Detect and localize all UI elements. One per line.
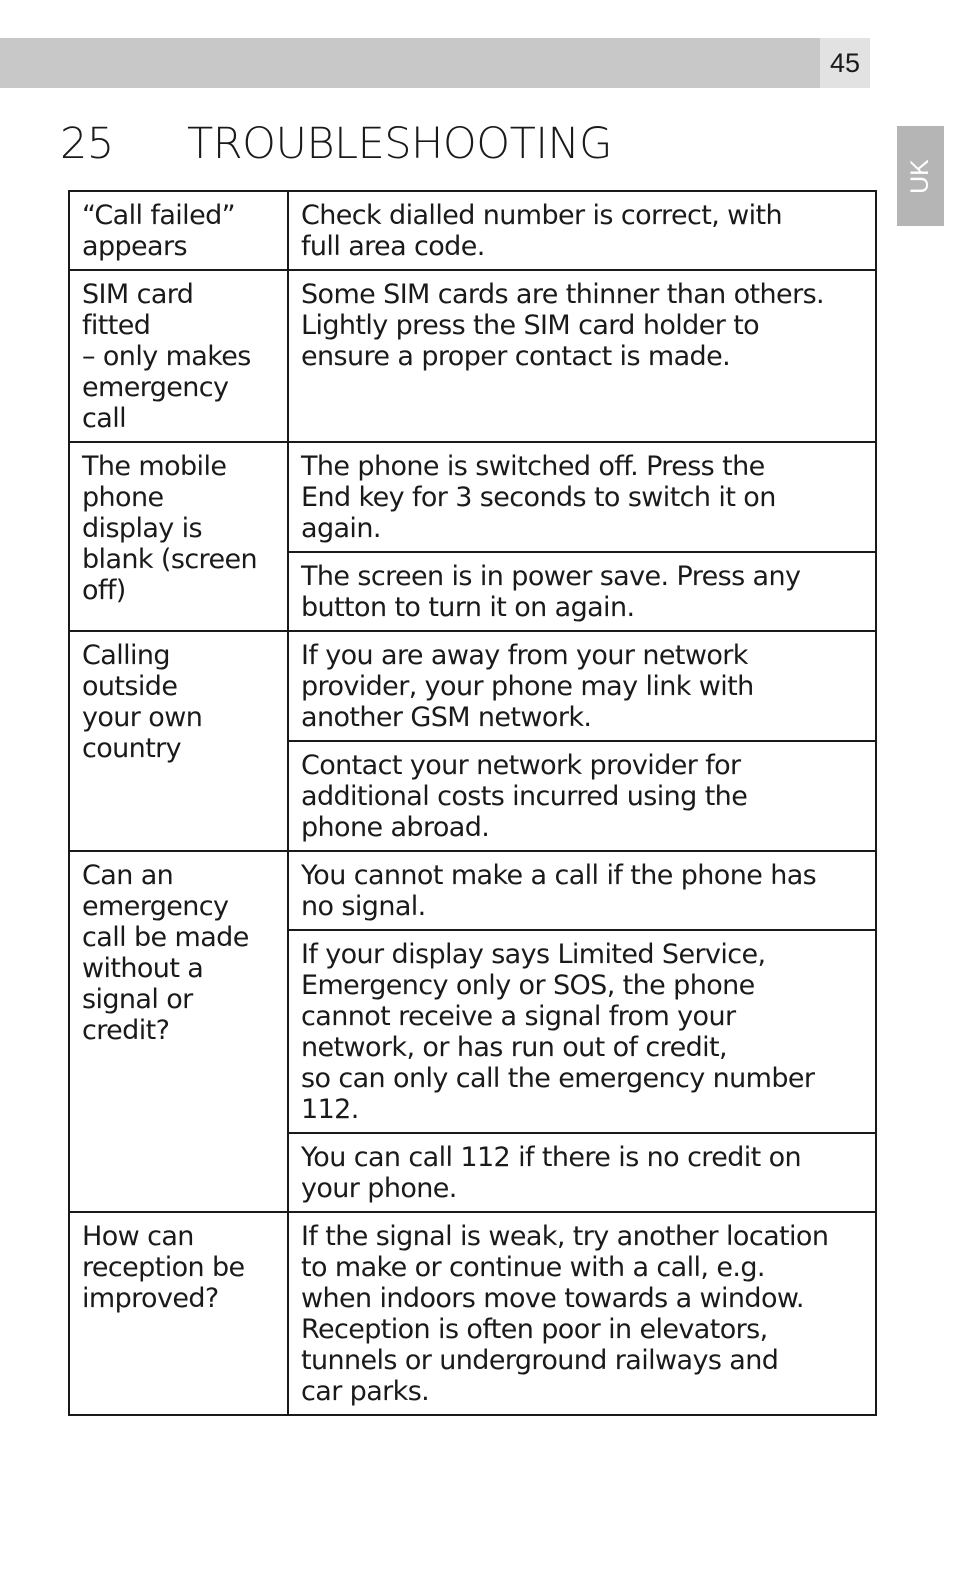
problem-cell: The mobile phone display is blank (screen off) bbox=[69, 442, 288, 631]
section-heading bbox=[60, 112, 612, 176]
solution-cell: If your display says Limited Service, Emergency only or SOS, the phone cannot receive a signal from your network, or has run out of credit, so can only call the emergency number 112. bbox=[288, 930, 876, 1133]
solution-cell: Check dialled number is correct, with full area code. bbox=[288, 191, 876, 270]
problem-cell: Calling outside your own country bbox=[69, 631, 288, 851]
problem-cell: Can an emergency call be made without a signal or credit? bbox=[69, 851, 288, 1212]
table-row bbox=[69, 851, 876, 930]
section-number: 25 bbox=[60, 119, 114, 169]
language-tab-label: UK bbox=[905, 158, 934, 194]
header-bar bbox=[0, 38, 820, 88]
troubleshooting-table bbox=[68, 190, 877, 1416]
solution-cell: The phone is switched off. Press the End key for 3 seconds to switch it on again. bbox=[288, 442, 876, 552]
table-row bbox=[69, 270, 876, 442]
table-row bbox=[69, 191, 876, 270]
solution-cell: The screen is in power save. Press any button to turn it on again. bbox=[288, 552, 876, 631]
problem-cell: “Call failed” appears bbox=[69, 191, 288, 270]
table-row bbox=[69, 1212, 876, 1415]
solution-cell: You cannot make a call if the phone has no signal. bbox=[288, 851, 876, 930]
solution-cell: Contact your network provider for additional costs incurred using the phone abroad. bbox=[288, 741, 876, 851]
table-row bbox=[69, 631, 876, 741]
solution-cell: If the signal is weak, try another location to make or continue with a call, e.g. when indoors move towards a window. Reception is often poor in elevators, tunnels or underground railways and car parks. bbox=[288, 1212, 876, 1415]
problem-cell: How can reception be improved? bbox=[69, 1212, 288, 1415]
page-number: 45 bbox=[820, 38, 870, 88]
table-row bbox=[69, 442, 876, 552]
language-tab bbox=[897, 126, 944, 226]
problem-cell: SIM card fitted – only makes emergency call bbox=[69, 270, 288, 442]
solution-cell: Some SIM cards are thinner than others. Lightly press the SIM card holder to ensure a proper contact is made. bbox=[288, 270, 876, 442]
solution-cell: If you are away from your network provider, your phone may link with another GSM network. bbox=[288, 631, 876, 741]
section-title: TROUBLESHOOTING bbox=[187, 119, 612, 169]
solution-cell: You can call 112 if there is no credit on your phone. bbox=[288, 1133, 876, 1212]
